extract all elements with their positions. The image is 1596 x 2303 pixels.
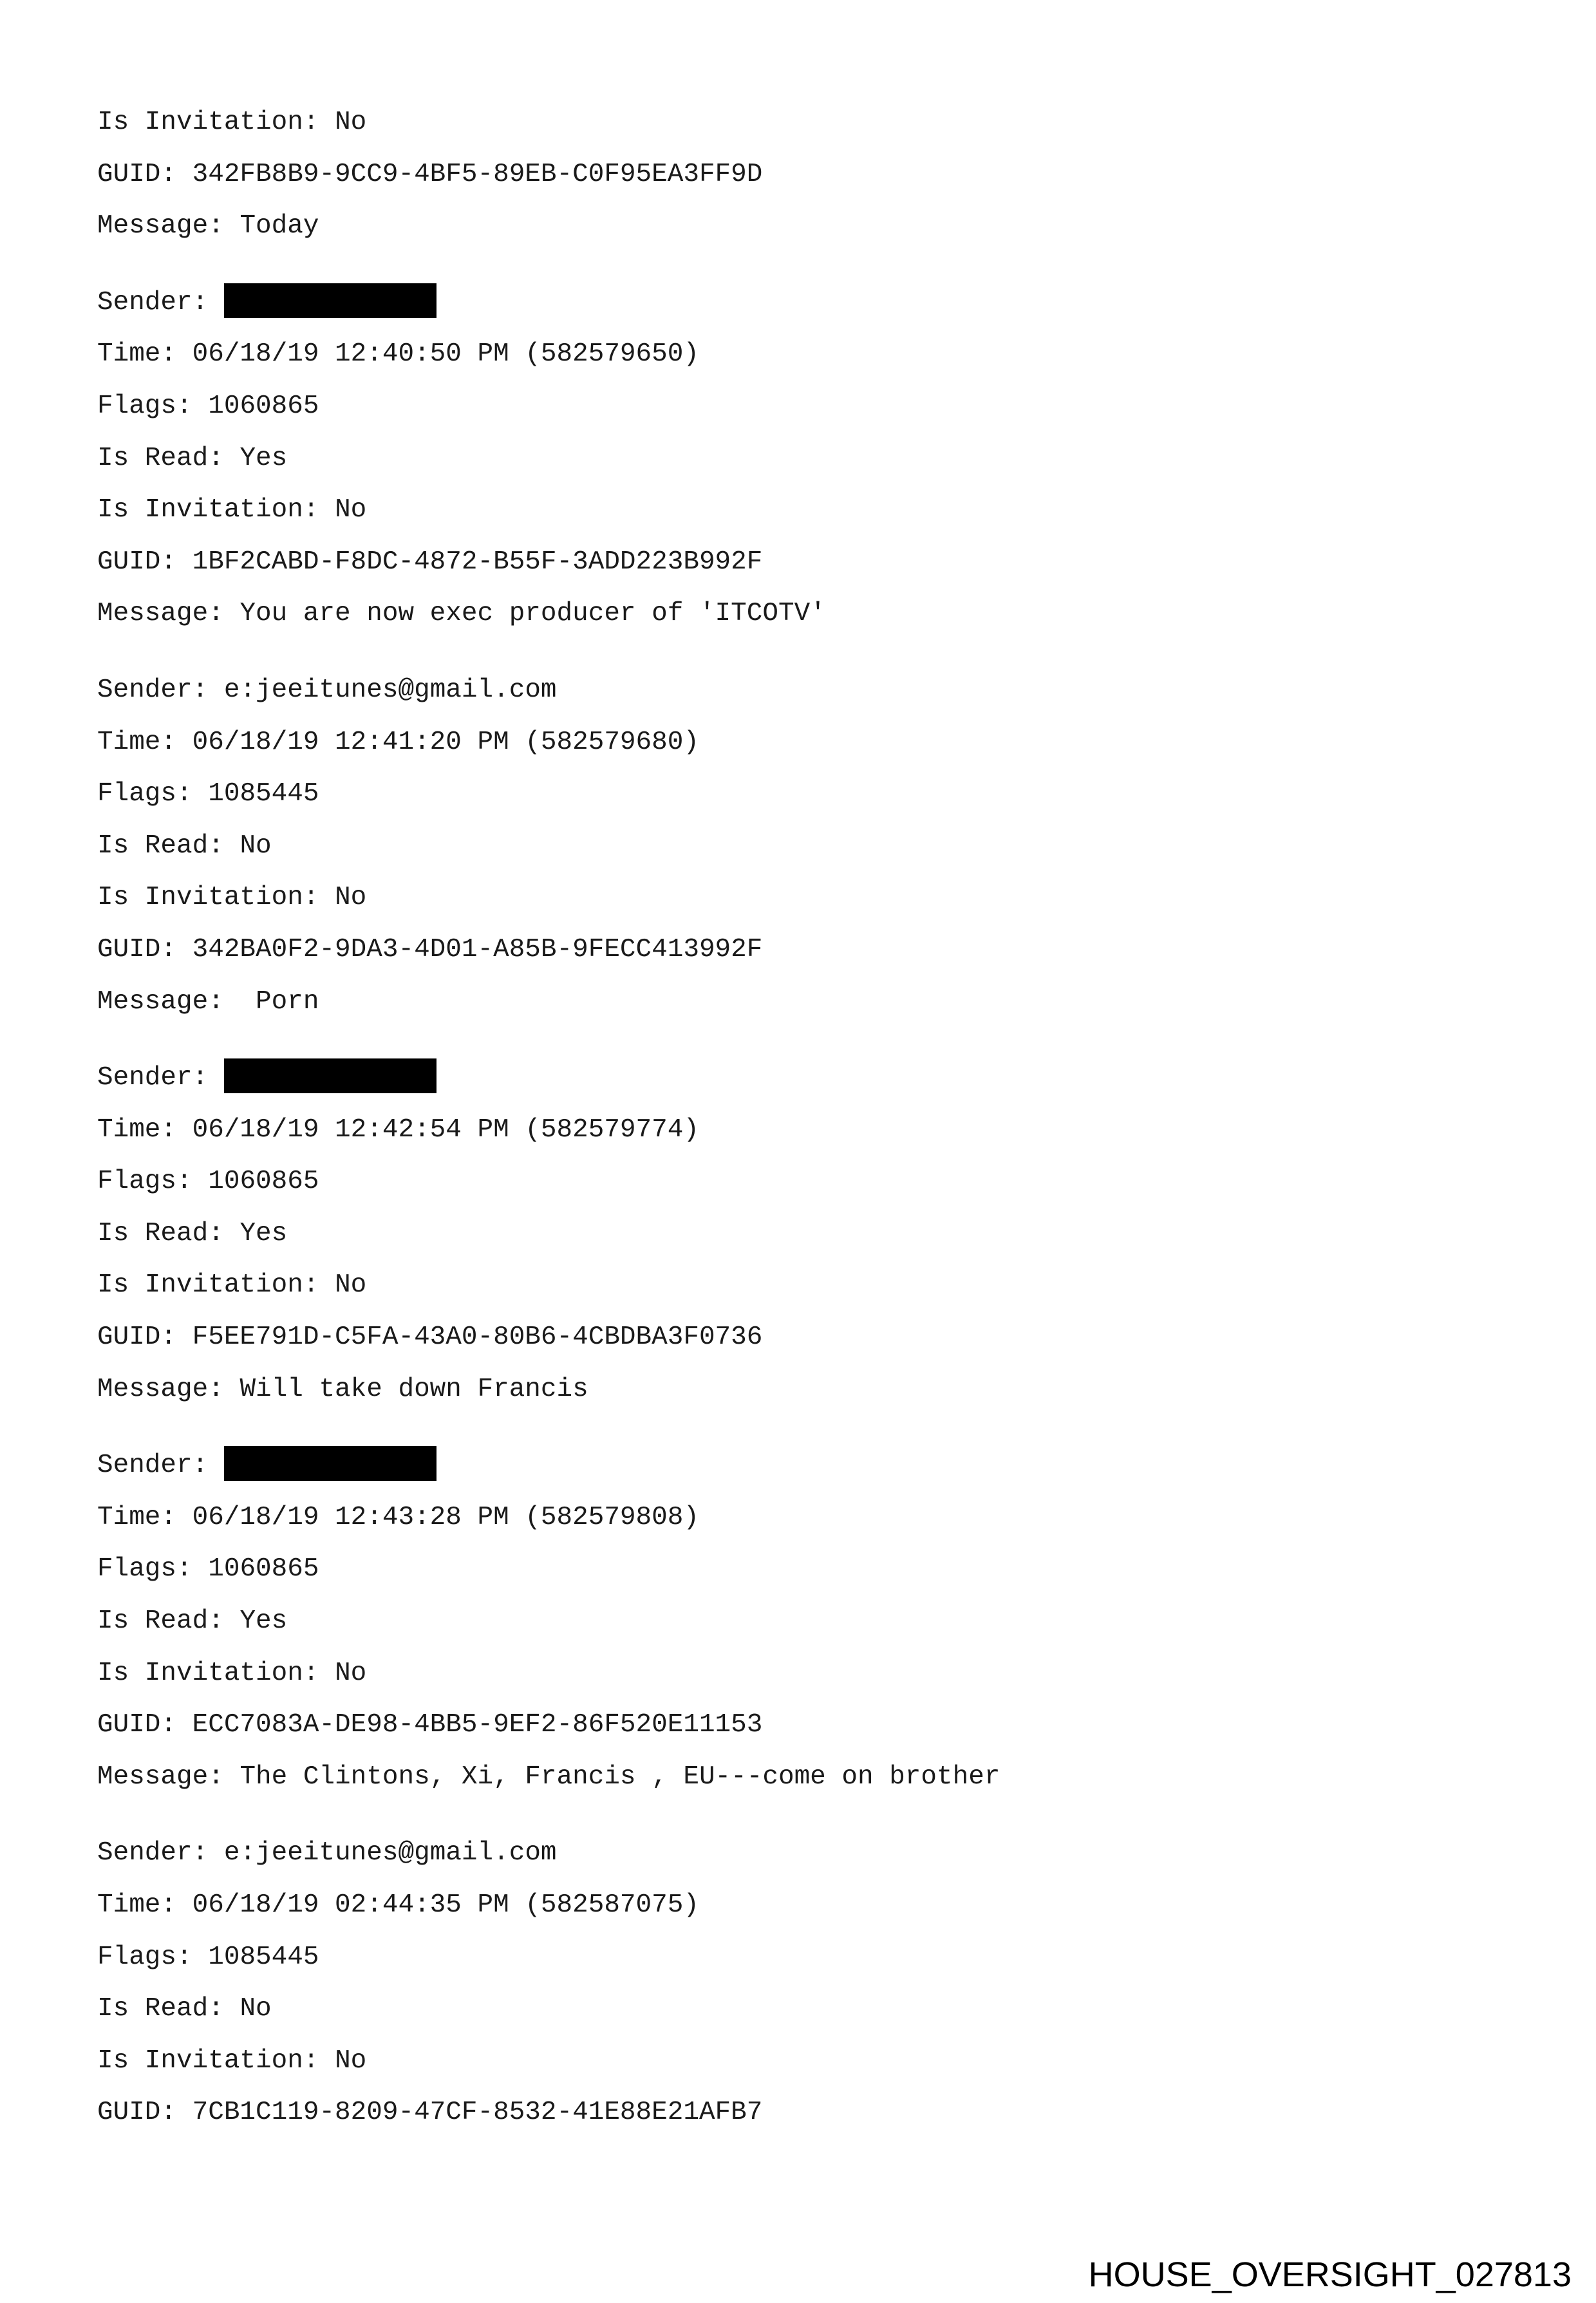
- time-label: Time:: [97, 1114, 192, 1145]
- is-read-line: [97, 820, 1514, 872]
- guid-label: GUID:: [97, 1710, 192, 1740]
- time-value: 06/18/19 12:42:54 PM (582579774): [192, 1114, 699, 1145]
- flags-label: Flags:: [97, 1942, 209, 1972]
- flags-value: 1060865: [208, 1554, 319, 1584]
- time-line: [97, 1492, 1514, 1544]
- is-read-value: No: [239, 1994, 272, 2024]
- guid-line: [97, 1699, 1514, 1751]
- sender-label: Sender:: [97, 675, 224, 705]
- message-record: [97, 1440, 1514, 1803]
- is-read-line: [97, 1208, 1514, 1260]
- is-invitation-line: [97, 2035, 1514, 2087]
- guid-label: GUID:: [97, 1322, 192, 1353]
- message-label: Message:: [97, 986, 240, 1017]
- sender-label: Sender:: [97, 1451, 224, 1481]
- is-invitation-value: No: [335, 1658, 367, 1688]
- flags-label: Flags:: [97, 1167, 209, 1197]
- guid-label: GUID:: [97, 159, 192, 189]
- sender-line: [97, 1052, 1514, 1104]
- guid-line: [97, 1311, 1514, 1364]
- guid-line: [97, 536, 1514, 588]
- guid-line: [97, 149, 1514, 201]
- is-invitation-label: Is Invitation:: [97, 2045, 335, 2076]
- redaction-box: [224, 1446, 437, 1481]
- is-invitation-line: [97, 1648, 1514, 1700]
- flags-value: 1060865: [208, 391, 319, 421]
- is-invitation-value: No: [335, 1270, 367, 1301]
- flags-line: [97, 1156, 1514, 1208]
- sender-label: Sender:: [97, 287, 224, 317]
- is-read-label: Is Read:: [97, 831, 240, 861]
- flags-value: 1085445: [208, 1942, 319, 1972]
- time-value: 06/18/19 12:43:28 PM (582579808): [192, 1502, 699, 1532]
- guid-value: 1BF2CABD-F8DC-4872-B55F-3ADD223B992F: [192, 547, 763, 577]
- is-read-line: [97, 1983, 1514, 2035]
- flags-value: 1085445: [208, 779, 319, 809]
- message-line: [97, 1751, 1514, 1803]
- sender-value: e:jeeitunes@gmail.com: [223, 675, 557, 705]
- is-read-value: Yes: [239, 1218, 288, 1248]
- message-value: The Clintons, Xi, Francis , EU---come on brother: [239, 1762, 1000, 1792]
- flags-line: [97, 768, 1514, 820]
- sender-line: [97, 664, 1514, 717]
- record-spacer: [97, 1028, 1514, 1052]
- bates-number: HOUSE_OVERSIGHT_027813: [1088, 2255, 1572, 2294]
- sender-line: [97, 1827, 1514, 1879]
- is-read-label: Is Read:: [97, 443, 240, 473]
- message-record: [97, 664, 1514, 1028]
- is-invitation-value: No: [335, 2045, 367, 2076]
- sender-line: [97, 1440, 1514, 1492]
- message-label: Message:: [97, 1374, 240, 1404]
- guid-label: GUID:: [97, 2098, 192, 2128]
- message-record-fragment: [97, 97, 1514, 252]
- guid-value: ECC7083A-DE98-4BB5-9EF2-86F520E11153: [192, 1710, 763, 1740]
- message-log: [97, 97, 1514, 2139]
- message-line: [97, 1364, 1514, 1416]
- sender-label: Sender:: [97, 1063, 224, 1093]
- record-spacer: [97, 640, 1514, 664]
- is-invitation-value: No: [335, 883, 367, 913]
- guid-value: 7CB1C119-8209-47CF-8532-41E88E21AFB7: [192, 2098, 763, 2128]
- guid-value: 342FB8B9-9CC9-4BF5-89EB-C0F95EA3FF9D: [192, 159, 763, 189]
- message-value: Porn: [239, 986, 319, 1017]
- message-value: Today: [239, 211, 319, 241]
- sender-line: [97, 277, 1514, 329]
- time-label: Time:: [97, 1890, 192, 1920]
- message-line: [97, 976, 1514, 1028]
- time-value: 06/18/19 12:41:20 PM (582579680): [192, 727, 699, 757]
- message-label: Message:: [97, 1762, 240, 1792]
- is-read-value: Yes: [239, 443, 288, 473]
- is-read-label: Is Read:: [97, 1218, 240, 1248]
- message-line: [97, 200, 1514, 252]
- time-label: Time:: [97, 339, 192, 370]
- guid-line: [97, 924, 1514, 976]
- time-line: [97, 1104, 1514, 1156]
- flags-line: [97, 1543, 1514, 1595]
- time-value: 06/18/19 02:44:35 PM (582587075): [192, 1890, 699, 1920]
- guid-label: GUID:: [97, 547, 192, 577]
- message-value: Will take down Francis: [239, 1374, 588, 1404]
- redaction-box: [224, 1058, 437, 1093]
- redaction-box: [224, 283, 437, 318]
- message-record: [97, 1827, 1514, 2139]
- record-spacer: [97, 1803, 1514, 1827]
- is-invitation-line: [97, 97, 1514, 149]
- time-line: [97, 328, 1514, 381]
- is-invitation-line: [97, 484, 1514, 536]
- time-value: 06/18/19 12:40:50 PM (582579650): [192, 339, 699, 370]
- is-invitation-line: [97, 872, 1514, 924]
- flags-label: Flags:: [97, 779, 209, 809]
- message-value: You are now exec producer of 'ITCOTV': [239, 599, 826, 629]
- is-read-line: [97, 1595, 1514, 1648]
- time-label: Time:: [97, 1502, 192, 1532]
- sender-value: e:jeeitunes@gmail.com: [223, 1838, 557, 1868]
- time-label: Time:: [97, 727, 192, 757]
- is-invitation-label: Is Invitation:: [97, 883, 335, 913]
- is-read-value: Yes: [239, 1606, 288, 1637]
- message-record: [97, 277, 1514, 640]
- message-label: Message:: [97, 211, 240, 241]
- is-invitation-label: Is Invitation:: [97, 1658, 335, 1688]
- flags-value: 1060865: [208, 1167, 319, 1197]
- is-invitation-line: [97, 1259, 1514, 1311]
- is-read-value: No: [239, 831, 272, 861]
- is-read-label: Is Read:: [97, 1994, 240, 2024]
- message-label: Message:: [97, 599, 240, 629]
- flags-label: Flags:: [97, 391, 209, 421]
- record-spacer: [97, 252, 1514, 277]
- flags-line: [97, 381, 1514, 433]
- flags-line: [97, 1932, 1514, 1984]
- guid-label: GUID:: [97, 934, 192, 964]
- guid-value: F5EE791D-C5FA-43A0-80B6-4CBDBA3F0736: [192, 1322, 763, 1353]
- guid-line: [97, 2087, 1514, 2139]
- guid-value: 342BA0F2-9DA3-4D01-A85B-9FECC413992F: [192, 934, 763, 964]
- is-invitation-label: Is Invitation:: [97, 108, 335, 137]
- is-invitation-label: Is Invitation:: [97, 495, 335, 525]
- flags-label: Flags:: [97, 1554, 209, 1584]
- is-read-line: [97, 433, 1514, 485]
- is-invitation-value: No: [335, 108, 367, 137]
- sender-label: Sender:: [97, 1838, 224, 1868]
- is-invitation-label: Is Invitation:: [97, 1270, 335, 1301]
- message-record: [97, 1052, 1514, 1415]
- is-read-label: Is Read:: [97, 1606, 240, 1637]
- message-line: [97, 588, 1514, 640]
- record-spacer: [97, 1415, 1514, 1440]
- message-records: [97, 252, 1514, 2139]
- time-line: [97, 1879, 1514, 1932]
- is-invitation-value: No: [335, 495, 367, 525]
- time-line: [97, 717, 1514, 769]
